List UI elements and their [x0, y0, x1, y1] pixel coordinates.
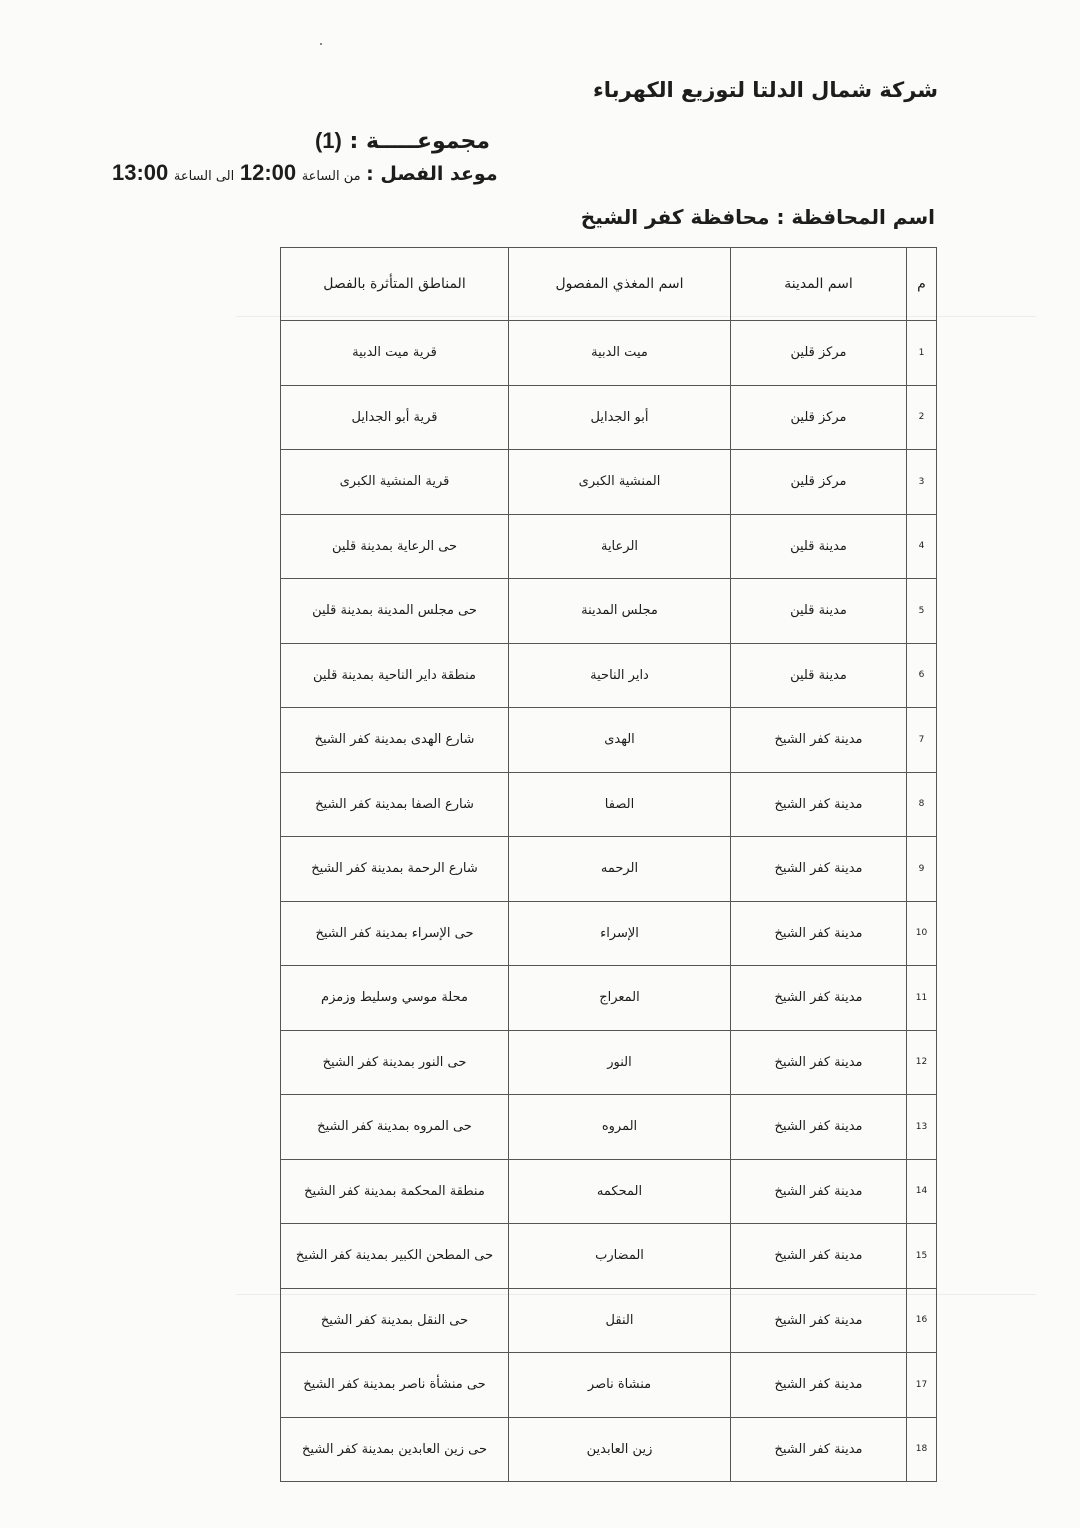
table-row [281, 514, 937, 579]
city-cell: مدينة كفر الشيخ [731, 1417, 907, 1482]
feeder-cell: النور [509, 1030, 731, 1095]
city-cell: مركز قلين [731, 450, 907, 515]
row-number: 13 [907, 1095, 937, 1160]
feeder-cell: أبو الجدايل [509, 385, 731, 450]
city-cell: مدينة كفر الشيخ [731, 901, 907, 966]
row-number: 6 [907, 643, 937, 708]
row-number: 8 [907, 772, 937, 837]
governorate-value: محافظة كفر الشيخ [580, 205, 770, 229]
affected-area-cell: حى المطحن الكبير بمدينة كفر الشيخ [281, 1224, 509, 1289]
affected-area-cell: شارع الرحمة بمدينة كفر الشيخ [281, 837, 509, 902]
outage-table-wrapper [280, 247, 936, 1482]
feeder-cell: زين العابدين [509, 1417, 731, 1482]
governorate-line [581, 205, 935, 229]
affected-area-cell: حى الإسراء بمدينة كفر الشيخ [281, 901, 509, 966]
affected-area-cell: منطقة المحكمة بمدينة كفر الشيخ [281, 1159, 509, 1224]
table-row [281, 385, 937, 450]
affected-area-cell: قرية المنشية الكبرى [281, 450, 509, 515]
table-row [281, 1288, 937, 1353]
from-label: من الساعة [301, 169, 361, 184]
city-cell: مدينة كفر الشيخ [731, 772, 907, 837]
feeder-cell: الصفا [509, 772, 731, 837]
table-row [281, 1030, 937, 1095]
table-row [281, 1353, 937, 1418]
city-cell: مدينة كفر الشيخ [731, 1224, 907, 1289]
col-header-feeder: اسم المغذي المفصول [509, 248, 731, 321]
table-row [281, 772, 937, 837]
city-cell: مدينة كفر الشيخ [731, 837, 907, 902]
affected-area-cell: حى النور بمدينة كفر الشيخ [281, 1030, 509, 1095]
governorate-label: اسم المحافظة : [776, 205, 935, 229]
feeder-cell: الهدى [509, 708, 731, 773]
col-header-number: م [907, 248, 937, 321]
table-row [281, 708, 937, 773]
from-time: 12:00 [239, 160, 297, 185]
feeder-cell: المروه [509, 1095, 731, 1160]
row-number: 1 [907, 321, 937, 386]
table-row [281, 579, 937, 644]
row-number: 10 [907, 901, 937, 966]
affected-area-cell: شارع الهدى بمدينة كفر الشيخ [281, 708, 509, 773]
row-number: 3 [907, 450, 937, 515]
table-row [281, 1224, 937, 1289]
row-number: 9 [907, 837, 937, 902]
affected-area-cell: حى النقل بمدينة كفر الشيخ [281, 1288, 509, 1353]
schedule-label: موعد الفصل : [366, 163, 498, 185]
row-number: 15 [907, 1224, 937, 1289]
city-cell: مدينة قلين [731, 579, 907, 644]
to-time: 13:00 [112, 160, 169, 185]
affected-area-cell: حى الرعاية بمدينة قلين [281, 514, 509, 579]
city-cell: مدينة كفر الشيخ [731, 1353, 907, 1418]
scan-speck [320, 43, 322, 45]
city-cell: مدينة كفر الشيخ [731, 1159, 907, 1224]
col-header-city: اسم المدينة [731, 248, 907, 321]
group-value: (1) [314, 128, 342, 153]
city-cell: مدينة قلين [731, 514, 907, 579]
table-row [281, 321, 937, 386]
affected-area-cell: محلة موسي وسليط وزمزم [281, 966, 509, 1031]
city-cell: مركز قلين [731, 385, 907, 450]
to-label: الى الساعة [173, 169, 235, 184]
feeder-cell: ميت الدبية [509, 321, 731, 386]
table-body [281, 321, 937, 1482]
table-row [281, 966, 937, 1031]
row-number: 16 [907, 1288, 937, 1353]
feeder-cell: المحكمه [509, 1159, 731, 1224]
affected-area-cell: حى زين العابدين بمدينة كفر الشيخ [281, 1417, 509, 1482]
group-label: مجموعـــــة : [349, 129, 490, 154]
city-cell: مدينة كفر الشيخ [731, 966, 907, 1031]
city-cell: مدينة كفر الشيخ [731, 1095, 907, 1160]
city-cell: مدينة قلين [731, 643, 907, 708]
row-number: 4 [907, 514, 937, 579]
feeder-cell: مجلس المدينة [509, 579, 731, 644]
feeder-cell: الرحمه [509, 837, 731, 902]
city-cell: مدينة كفر الشيخ [731, 1288, 907, 1353]
table-row [281, 1095, 937, 1160]
city-cell: مدينة كفر الشيخ [731, 1030, 907, 1095]
table-row [281, 1417, 937, 1482]
affected-area-cell: حى منشأة ناصر بمدينة كفر الشيخ [281, 1353, 509, 1418]
feeder-cell: المنشية الكبرى [509, 450, 731, 515]
row-number: 17 [907, 1353, 937, 1418]
group-line [315, 128, 490, 154]
affected-area-cell: قرية أبو الجدايل [281, 385, 509, 450]
affected-area-cell: قرية ميت الدبية [281, 321, 509, 386]
feeder-cell: داير الناحية [509, 643, 731, 708]
feeder-cell: الرعاية [509, 514, 731, 579]
table-row [281, 450, 937, 515]
table-row [281, 1159, 937, 1224]
feeder-cell: النقل [509, 1288, 731, 1353]
outage-table [280, 247, 937, 1482]
feeder-cell: منشاة ناصر [509, 1353, 731, 1418]
row-number: 2 [907, 385, 937, 450]
row-number: 12 [907, 1030, 937, 1095]
table-row [281, 837, 937, 902]
affected-area-cell: منطقة داير الناحية بمدينة قلين [281, 643, 509, 708]
feeder-cell: الإسراء [509, 901, 731, 966]
feeder-cell: المضارب [509, 1224, 731, 1289]
row-number: 14 [907, 1159, 937, 1224]
table-header-row [281, 248, 937, 321]
row-number: 11 [907, 966, 937, 1031]
row-number: 18 [907, 1417, 937, 1482]
affected-area-cell: شارع الصفا بمدينة كفر الشيخ [281, 772, 509, 837]
company-name: شركة شمال الدلتا لتوزيع الكهرباء [593, 78, 938, 102]
city-cell: مركز قلين [731, 321, 907, 386]
row-number: 7 [907, 708, 937, 773]
affected-area-cell: حى مجلس المدينة بمدينة قلين [281, 579, 509, 644]
feeder-cell: المعراج [509, 966, 731, 1031]
row-number: 5 [907, 579, 937, 644]
table-row [281, 901, 937, 966]
affected-area-cell: حى المروه بمدينة كفر الشيخ [281, 1095, 509, 1160]
col-header-areas: المناطق المتأثرة بالفصل [281, 248, 509, 321]
cutoff-schedule [112, 160, 498, 186]
city-cell: مدينة كفر الشيخ [731, 708, 907, 773]
table-row [281, 643, 937, 708]
